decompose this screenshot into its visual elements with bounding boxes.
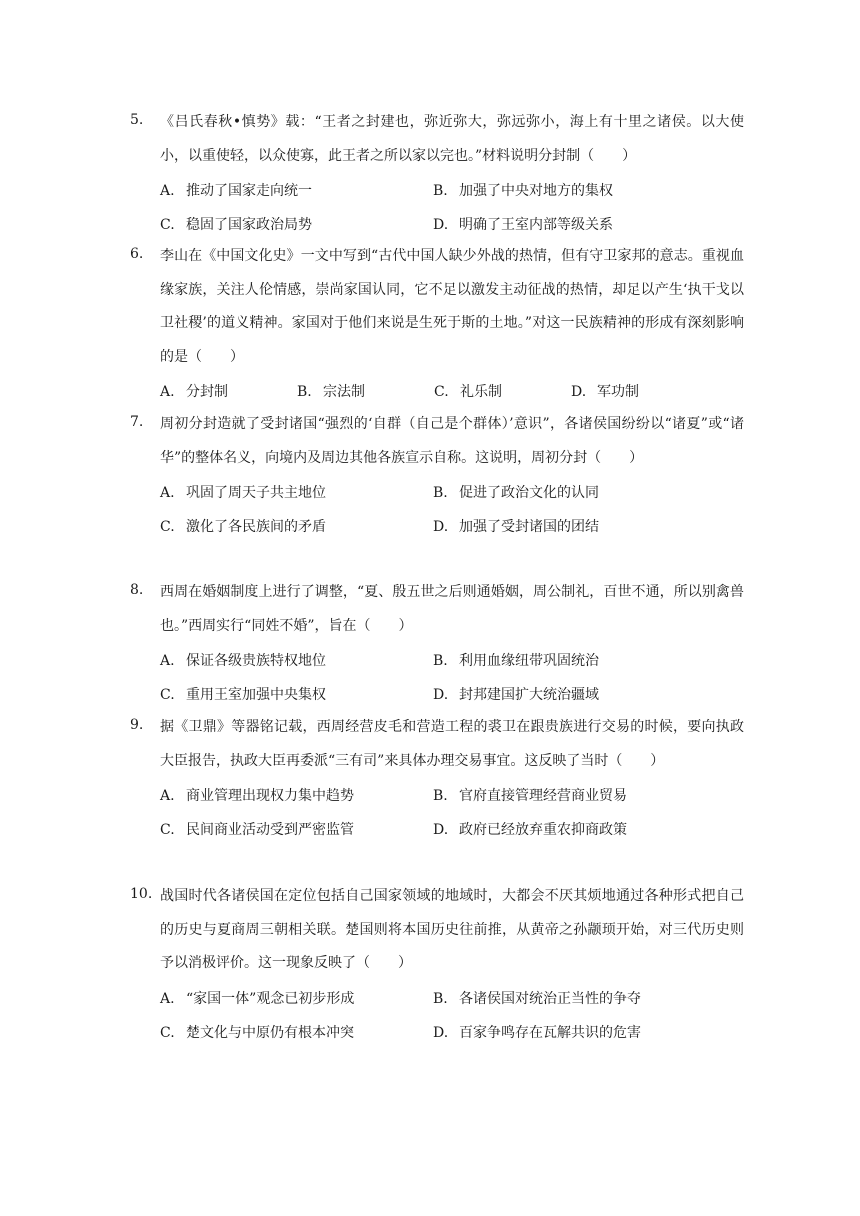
option-b[interactable]	[433, 988, 706, 1008]
option-d[interactable]	[433, 684, 706, 704]
option-c[interactable]	[160, 1022, 433, 1042]
option-text: 利用血缘纽带巩固统治	[459, 653, 599, 669]
question-7	[130, 408, 744, 543]
option-c[interactable]	[160, 684, 433, 704]
option-text: 宗法制	[323, 384, 365, 400]
option-d[interactable]	[571, 381, 708, 401]
option-text: 保证各级贵族特权地位	[186, 653, 326, 669]
option-text: 官府直接管理经营商业贸易	[459, 788, 627, 804]
option-letter: B.	[433, 485, 448, 501]
option-letter: C.	[160, 519, 175, 535]
option-letter: D.	[433, 822, 449, 838]
option-letter: B.	[433, 788, 448, 804]
option-text: 巩固了周天子共主地位	[186, 485, 326, 501]
option-text: 政府已经放弃重农抑商政策	[459, 822, 627, 838]
option-a[interactable]	[160, 180, 433, 200]
option-a[interactable]	[160, 988, 433, 1008]
option-text: 激化了各民族间的矛盾	[186, 519, 326, 535]
option-a[interactable]	[160, 381, 297, 401]
question-stem: 据《卫鼎》等器铭记载，西周经营皮毛和营造工程的裘卫在跟贵族进行交易的时候，要向执政大臣报告，执政大臣再委派“三有司”来具体办理交易事宜。这反映了当时（ ）	[160, 719, 744, 769]
option-letter: B.	[433, 653, 448, 669]
question-5	[130, 106, 744, 241]
option-text: 重用王室加强中央集权	[186, 687, 326, 703]
option-b[interactable]	[433, 482, 706, 502]
option-text: 促进了政治文化的认同	[459, 485, 599, 501]
option-c[interactable]	[434, 381, 571, 401]
option-letter: A.	[160, 653, 175, 669]
question-6	[130, 240, 744, 408]
option-a[interactable]	[160, 785, 433, 805]
option-text: 军功制	[597, 384, 639, 400]
option-c[interactable]	[160, 214, 433, 234]
option-text: 民间商业活动受到严密监管	[186, 822, 354, 838]
question-number: 5.	[130, 112, 144, 128]
question-stem: 《吕氏春秋•慎势》载：“王者之封建也，弥近弥大，弥远弥小，海上有十里之诸侯。以大使小，以重使轻，以众使寡，此王者之所以家以完也。”材料说明分封制（ ）	[160, 114, 744, 164]
option-b[interactable]	[297, 381, 434, 401]
question-number: 10.	[130, 886, 153, 902]
option-letter: C.	[160, 1024, 175, 1041]
option-text: 礼乐制	[460, 384, 502, 400]
question-stem: 李山在《中国文化史》一文中写到“古代中国人缺少外战的热情，但有守卫家邦的意志。重视血缘家族，关注人伦情感，崇尚家国认同，它不足以激发主动征战的热情，却足以产生‘执干戈以卫社稷’的道义精神。家国对于他们来说是生死于斯的土地。”对这一民族精神的形成有深刻影响的是（ ）	[160, 248, 744, 365]
question-number: 6.	[130, 246, 144, 262]
option-d[interactable]	[433, 819, 706, 839]
option-text: 加强了受封诸国的团结	[459, 519, 599, 535]
question-stem: 战国时代各诸侯国在定位包括自己国家领域的地域时，大都会不厌其烦地通过各种形式把自己的历史与夏商周三朝相关联。楚国则将本国历史往前推，从黄帝之孙颛顼开始，对三代历史则予以消极评价。这一现象反映了（ ）	[160, 888, 744, 971]
option-letter: C.	[160, 822, 175, 838]
option-b[interactable]	[433, 785, 706, 805]
option-d[interactable]	[433, 214, 706, 234]
option-c[interactable]	[160, 819, 433, 839]
options	[160, 981, 744, 1049]
option-letter: C.	[160, 687, 175, 703]
option-letter: A.	[160, 384, 175, 400]
option-text: 各诸侯国对统治正当性的争夺	[459, 990, 641, 1007]
option-letter: A.	[160, 990, 175, 1007]
options	[160, 374, 744, 408]
option-d[interactable]	[433, 1022, 706, 1042]
option-letter: D.	[571, 384, 587, 400]
option-c[interactable]	[160, 516, 433, 536]
question-8	[130, 576, 744, 711]
options	[160, 173, 744, 241]
option-d[interactable]	[433, 516, 706, 536]
options	[160, 475, 744, 543]
option-letter: D.	[433, 687, 449, 703]
option-a[interactable]	[160, 650, 433, 670]
option-letter: B.	[433, 183, 448, 199]
option-text: 楚文化与中原仍有根本冲突	[186, 1024, 354, 1041]
option-letter: D.	[433, 519, 449, 535]
question-number: 9.	[130, 717, 144, 733]
option-letter: B.	[297, 384, 312, 400]
question-number: 7.	[130, 414, 144, 430]
question-stem: 周初分封造就了受封诸国“强烈的‘自群（自己是个群体）’意识”，各诸侯国纷纷以“诸夏”或“诸华”的整体名义，向境内及周边其他各族宣示自称。这说明，周初分封（ ）	[160, 416, 744, 466]
option-text: 封邦建国扩大统治疆域	[459, 687, 599, 703]
option-letter: B.	[433, 990, 448, 1007]
options	[160, 643, 744, 711]
option-text: “家国一体”观念已初步形成	[186, 990, 355, 1007]
options	[160, 778, 744, 846]
option-letter: C.	[160, 217, 175, 233]
option-a[interactable]	[160, 482, 433, 502]
option-text: 推动了国家走向统一	[186, 183, 312, 199]
option-text: 加强了中央对地方的集权	[459, 183, 613, 199]
option-text: 百家争鸣存在瓦解共识的危害	[459, 1024, 641, 1041]
option-text: 明确了王室内部等级关系	[459, 217, 613, 233]
option-letter: D.	[433, 217, 449, 233]
option-letter: A.	[160, 485, 175, 501]
question-stem: 西周在婚姻制度上进行了调整，“夏、殷五世之后则通婚姻，周公制礼，百世不通，所以别禽兽也。”西周实行“同姓不婚”，旨在（ ）	[160, 584, 744, 634]
question-9	[130, 711, 744, 846]
option-b[interactable]	[433, 650, 706, 670]
option-letter: A.	[160, 183, 175, 199]
option-text: 商业管理出现权力集中趋势	[186, 788, 354, 804]
option-b[interactable]	[433, 180, 706, 200]
option-letter: D.	[433, 1024, 449, 1041]
question-10	[130, 880, 744, 1049]
option-letter: C.	[434, 384, 449, 400]
option-text: 分封制	[186, 384, 228, 400]
question-number: 8.	[130, 582, 144, 598]
option-text: 稳固了国家政治局势	[186, 217, 312, 233]
option-letter: A.	[160, 788, 175, 804]
